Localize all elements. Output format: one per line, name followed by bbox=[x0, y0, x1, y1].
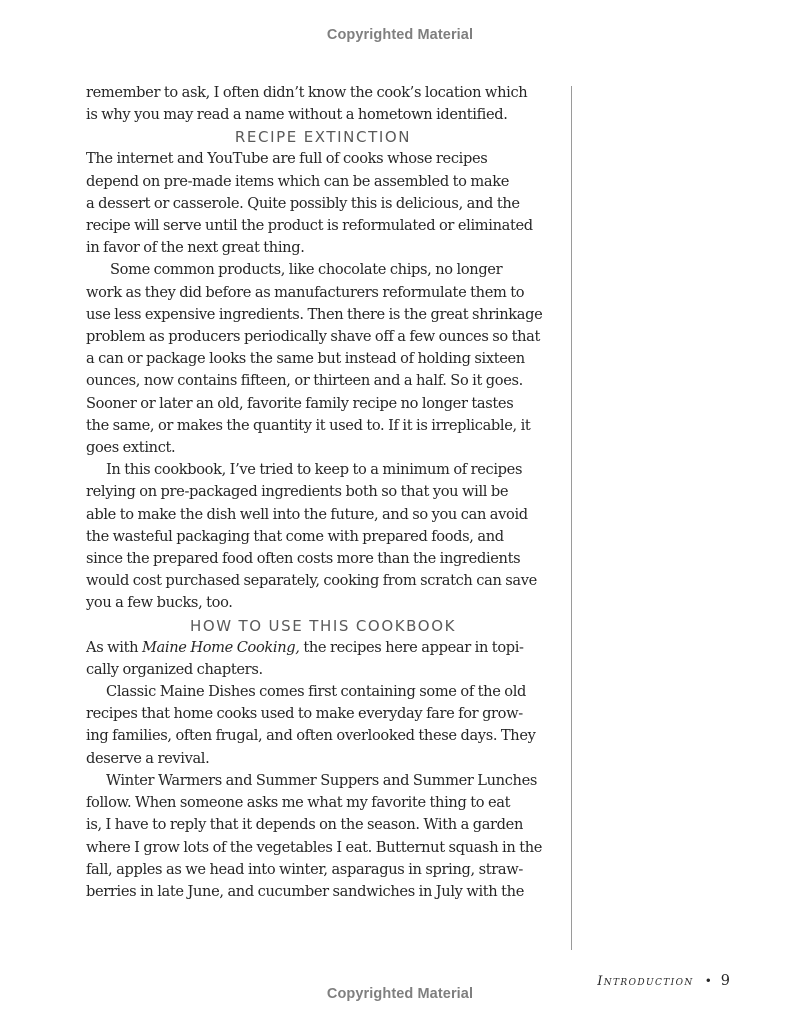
paragraph bbox=[86, 148, 560, 259]
text-line: the wasteful packaging that come with prepared foods, and bbox=[86, 527, 504, 545]
text-fragment: As with bbox=[86, 638, 142, 656]
copyright-watermark-bottom: Copyrighted Material bbox=[326, 986, 474, 1002]
text-line: a dessert or casserole. Quite possibly this is delicious, and the bbox=[86, 194, 520, 212]
text-line: Sooner or later an old, favorite family recipe no longer tastes bbox=[86, 394, 514, 412]
text-line: goes extinct. bbox=[86, 439, 176, 457]
section-heading-recipe-extinction: RECIPE EXTINCTION bbox=[234, 128, 412, 147]
text-line bbox=[86, 637, 560, 659]
text-line: recipe will serve until the product is reformulated or eliminated bbox=[86, 217, 533, 235]
paragraph bbox=[86, 681, 560, 770]
text-line: berries in late June, and cucumber sandwiches in July with the bbox=[86, 882, 524, 900]
text-line: since the prepared food often costs more than the ingredients bbox=[86, 550, 521, 568]
paragraph bbox=[86, 770, 560, 903]
bullet-separator: • bbox=[704, 974, 712, 988]
text-line: Winter Warmers and Summer Suppers and Summer Lunches bbox=[106, 771, 538, 789]
text-line: the same, or makes the quantity it used to. If it is irreplicable, it bbox=[86, 416, 531, 434]
text-line: problem as producers periodically shave off a few ounces so that bbox=[86, 328, 541, 346]
text-line: ing families, often frugal, and often overlooked these days. They bbox=[86, 727, 536, 745]
running-head: Introduction bbox=[597, 974, 694, 989]
book-title: Maine Home Cooking, bbox=[141, 638, 300, 656]
paragraph bbox=[86, 259, 560, 459]
text-line: cally organized chapters. bbox=[86, 660, 263, 678]
section-heading-how-to-use: HOW TO USE THIS COOKBOOK bbox=[189, 616, 457, 635]
text-line: In this cookbook, I’ve tried to keep to a minimum of recipes bbox=[106, 461, 523, 479]
page-body bbox=[86, 82, 560, 903]
text-line: is, I have to reply that it depends on the season. With a garden bbox=[86, 816, 524, 834]
text-line: recipes that home cooks used to make everyday fare for grow- bbox=[86, 705, 523, 723]
text-line: fall, apples as we head into winter, asparagus in spring, straw- bbox=[86, 860, 523, 878]
text-line: The internet and YouTube are full of cooks whose recipes bbox=[86, 150, 488, 168]
text-line: able to make the dish well into the future, and so you can avoid bbox=[86, 505, 528, 523]
text-line: a can or package looks the same but instead of holding sixteen bbox=[86, 350, 525, 368]
text-line: where I grow lots of the vegetables I eat. Butternut squash in the bbox=[86, 838, 543, 856]
text-line: deserve a revival. bbox=[86, 749, 210, 767]
text-line: depend on pre-made items which can be assembled to make bbox=[86, 172, 509, 190]
text-line: is why you may read a name without a hometown identified. bbox=[86, 106, 508, 124]
paragraph bbox=[86, 459, 560, 614]
text-line: Some common products, like chocolate chips, no longer bbox=[110, 261, 503, 279]
text-line: relying on pre-packaged ingredients both so that you will be bbox=[86, 483, 509, 501]
text-line: would cost purchased separately, cooking from scratch can save bbox=[86, 572, 537, 590]
text-fragment: the recipes here appear in topi- bbox=[299, 638, 524, 656]
intro-paragraph bbox=[86, 82, 560, 126]
text-line: you a few bucks, too. bbox=[86, 594, 233, 612]
text-line: in favor of the next great thing. bbox=[86, 239, 305, 257]
text-line: ounces, now contains fifteen, or thirteen and a half. So it goes. bbox=[86, 372, 523, 390]
text-line: use less expensive ingredients. Then there is the great shrinkage bbox=[86, 305, 543, 323]
page-number: 9 bbox=[720, 973, 730, 989]
copyright-watermark-top: Copyrighted Material bbox=[326, 27, 474, 43]
text-line: follow. When someone asks me what my favorite thing to eat bbox=[86, 794, 511, 812]
paragraph bbox=[86, 637, 560, 681]
text-line: work as they did before as manufacturers reformulate them to bbox=[86, 283, 525, 301]
text-line: remember to ask, I often didn’t know the cook’s location which bbox=[86, 84, 528, 101]
vertical-rule bbox=[571, 86, 572, 950]
text-line: Classic Maine Dishes comes first containing some of the old bbox=[106, 683, 527, 701]
